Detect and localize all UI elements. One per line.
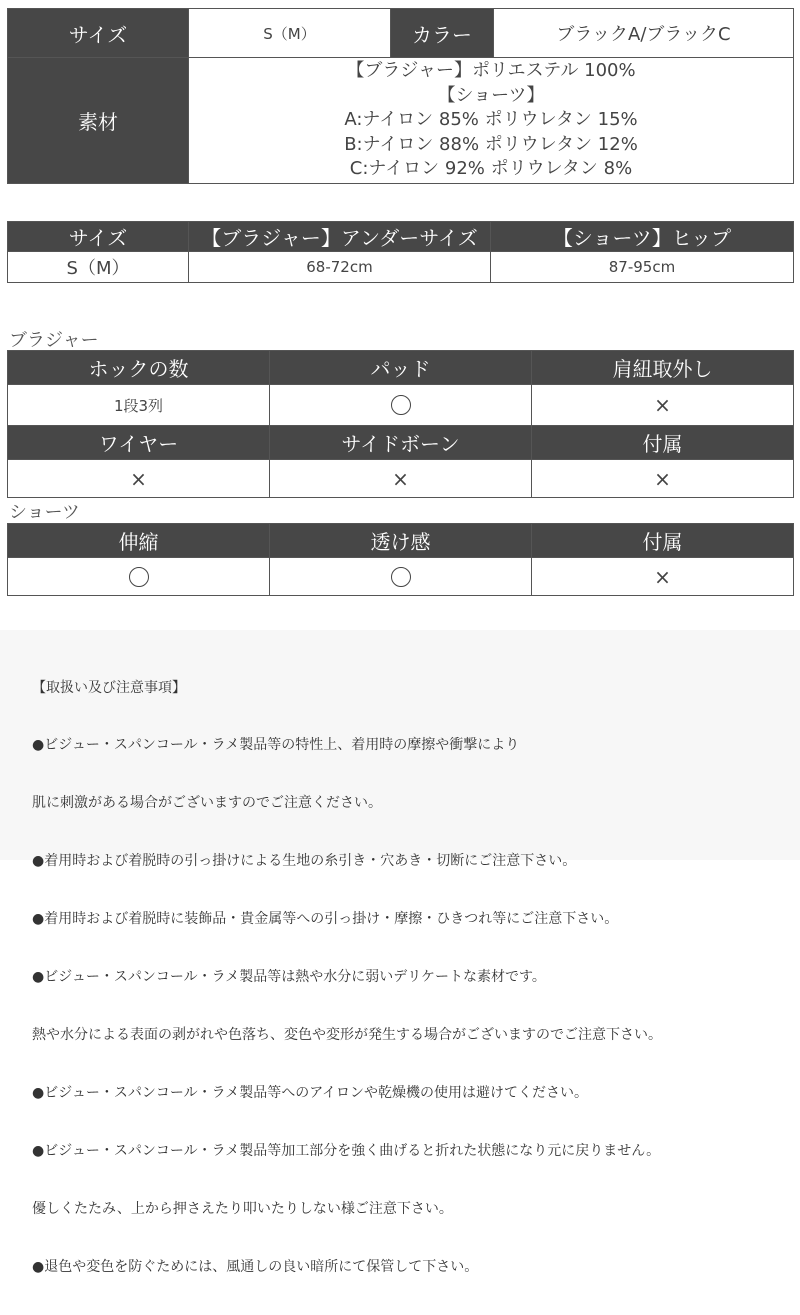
size-table-header: 【ブラジャー】アンダーサイズ [189,222,491,252]
shorts-value [8,558,270,596]
bra-table [7,350,794,498]
size-table [7,221,794,283]
care-note-line: ●ビジュー・スパンコール・ラメ製品等加工部分を強く曲げると折れた状態になり元に戻りません。 [32,1142,661,1159]
bra-header: ホックの数 [8,351,270,385]
size-table-cell: 68-72cm [189,252,491,283]
material-line: A:ナイロン 85% ポリウレタン 15% [344,109,638,131]
circle-mark-icon [129,567,149,587]
shorts-table [7,523,794,596]
size-table-header: サイズ [8,222,189,252]
bra-header: 付属 [532,426,794,460]
size-value: S（M） [189,9,391,58]
circle-mark-icon [391,395,411,415]
spec-table [7,8,794,184]
material-line: 【ショーツ】 [437,84,545,106]
bra-header: サイドボーン [270,426,532,460]
material-header: 素材 [8,58,189,184]
color-value: ブラックA/ブラックC [494,9,794,58]
care-note-line: 肌に刺激がある場合がございますのでご注意ください。 [32,795,382,812]
material-line: C:ナイロン 92% ポリウレタン 8% [349,158,633,180]
shorts-value [270,558,532,596]
bra-header: パッド [270,351,532,385]
cross-mark-icon: × [654,564,671,589]
bra-header: ワイヤー [8,426,270,460]
care-note-line: ●着用時および着脱時の引っ掛けによる生地の糸引き・穴あき・切断にご注意下さい。 [32,853,577,870]
bra-value: 1段3列 [8,385,270,426]
bra-value [270,385,532,426]
care-notes-title: 【取扱い及び注意事項】 [32,679,186,696]
size-table-header: 【ショーツ】ヒップ [491,222,794,252]
cross-mark-icon: × [130,466,147,491]
bra-header: 肩紐取外し [532,351,794,385]
care-note-line: ●ビジュー・スパンコール・ラメ製品等は熱や水分に弱いデリケートな素材です。 [32,969,546,986]
size-table-cell: 87-95cm [491,252,794,283]
size-table-cell: S（M） [8,252,189,283]
bra-value [532,460,794,498]
shorts-header: 付属 [532,524,794,558]
care-note-line: 熱や水分による表面の剥がれや色落ち、変色や変形が発生する場合がございますのでご注意下さい。 [32,1026,662,1043]
care-note-line: ●退色や変色を防ぐためには、風通しの良い暗所にて保管して下さい。 [32,1258,479,1275]
cross-mark-icon: × [392,466,409,491]
shorts-header: 透け感 [270,524,532,558]
material-line: B:ナイロン 88% ポリウレタン 12% [344,133,638,155]
shorts-header: 伸縮 [8,524,270,558]
care-notes-text [32,640,662,1315]
bra-value [270,460,532,498]
size-header: サイズ [8,9,189,58]
bra-value [532,385,794,426]
care-note-line: ●ビジュー・スパンコール・ラメ製品等へのアイロンや乾燥機の使用は避けてください。 [32,1084,588,1101]
shorts-section-label: ショーツ [9,502,80,523]
bra-section-label: ブラジャー [9,330,99,351]
material-value [189,58,794,184]
care-note-line: 優しくたたみ、上から押さえたり叩いたりしない様ご注意下さい。 [32,1200,453,1217]
cross-mark-icon: × [654,393,671,417]
cross-mark-icon: × [654,466,671,491]
care-note-line: ●着用時および着脱時に装飾品・貴金属等への引っ掛け・摩擦・ひきつれ等にご注意下さい。 [32,911,619,928]
shorts-value [532,558,794,596]
material-line: 【ブラジャー】ポリエステル 100% [346,60,636,82]
care-note-line: ●ビジュー・スパンコール・ラメ製品等の特性上、着用時の摩擦や衝撃により [32,737,520,754]
color-header: カラー [391,9,494,58]
bra-value [8,460,270,498]
care-notes [0,630,800,1275]
circle-mark-icon [391,567,411,587]
